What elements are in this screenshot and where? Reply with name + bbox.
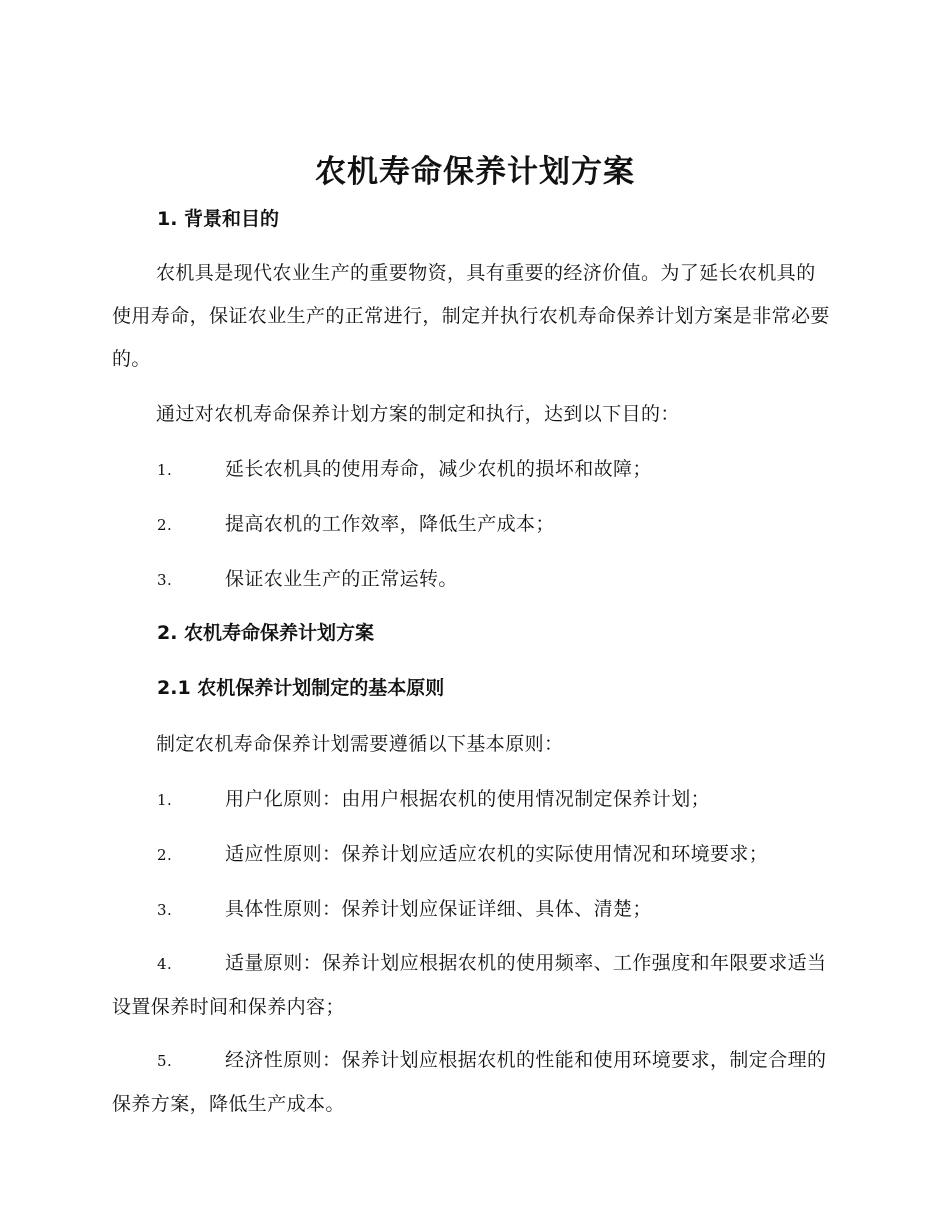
list-item-number: 3. <box>157 571 173 589</box>
section-2-lead-paragraph: 制定农机寿命保养计划需要遵循以下基本原则： <box>156 733 564 755</box>
section-2-1-heading: 2.1 农机保养计划制定的基本原则 <box>157 677 445 699</box>
list-item <box>112 778 832 822</box>
list-item-text: 延长农机具的使用寿命，减少农机的损坏和故障； <box>225 458 652 480</box>
list-item-number: 2. <box>157 846 173 864</box>
list-item-text: 保证农业生产的正常运转。 <box>225 568 458 590</box>
list-item-number: 2. <box>157 516 173 534</box>
list-item <box>112 833 832 877</box>
section-1-lead-paragraph: 通过对农机寿命保养计划方案的制定和执行，达到以下目的： <box>156 403 680 425</box>
list-item <box>112 448 832 492</box>
list-item <box>112 942 832 1029</box>
document-title: 农机寿命保养计划方案 <box>315 154 635 190</box>
section-2-heading: 2. 农机寿命保养计划方案 <box>157 622 375 644</box>
list-item-text: 适量原则：保养计划应根据农机的使用频率、工作强度和年限要求适当设置保养时间和保养内容； <box>112 952 827 1018</box>
list-item <box>112 888 832 932</box>
list-item-text: 适应性原则：保养计划应适应农机的实际使用情况和环境要求； <box>225 843 769 865</box>
list-item-text: 经济性原则：保养计划应根据农机的性能和使用环境要求，制定合理的保养方案，降低生产成本。 <box>112 1049 827 1115</box>
list-item-text: 用户化原则：由用户根据农机的使用情况制定保养计划； <box>225 788 711 810</box>
list-item <box>112 503 832 547</box>
list-item-text: 提高农机的工作效率，降低生产成本； <box>225 513 555 535</box>
list-item-number: 5. <box>157 1052 173 1070</box>
list-item-text: 具体性原则：保养计划应保证详细、具体、清楚； <box>225 898 652 920</box>
list-item-number: 3. <box>157 901 173 919</box>
list-item-number: 1. <box>157 791 173 809</box>
list-item <box>112 1039 832 1126</box>
section-1-intro-paragraph: 农机具是现代农业生产的重要物资，具有重要的经济价值。为了延长农机具的使用寿命，保证农业生产的正常进行，制定并执行农机寿命保养计划方案是非常必要的。 <box>112 262 830 370</box>
section-1-heading: 1. 背景和目的 <box>157 208 280 230</box>
list-item <box>112 558 832 602</box>
list-item-number: 4. <box>157 955 173 973</box>
list-item-number: 1. <box>157 461 173 479</box>
